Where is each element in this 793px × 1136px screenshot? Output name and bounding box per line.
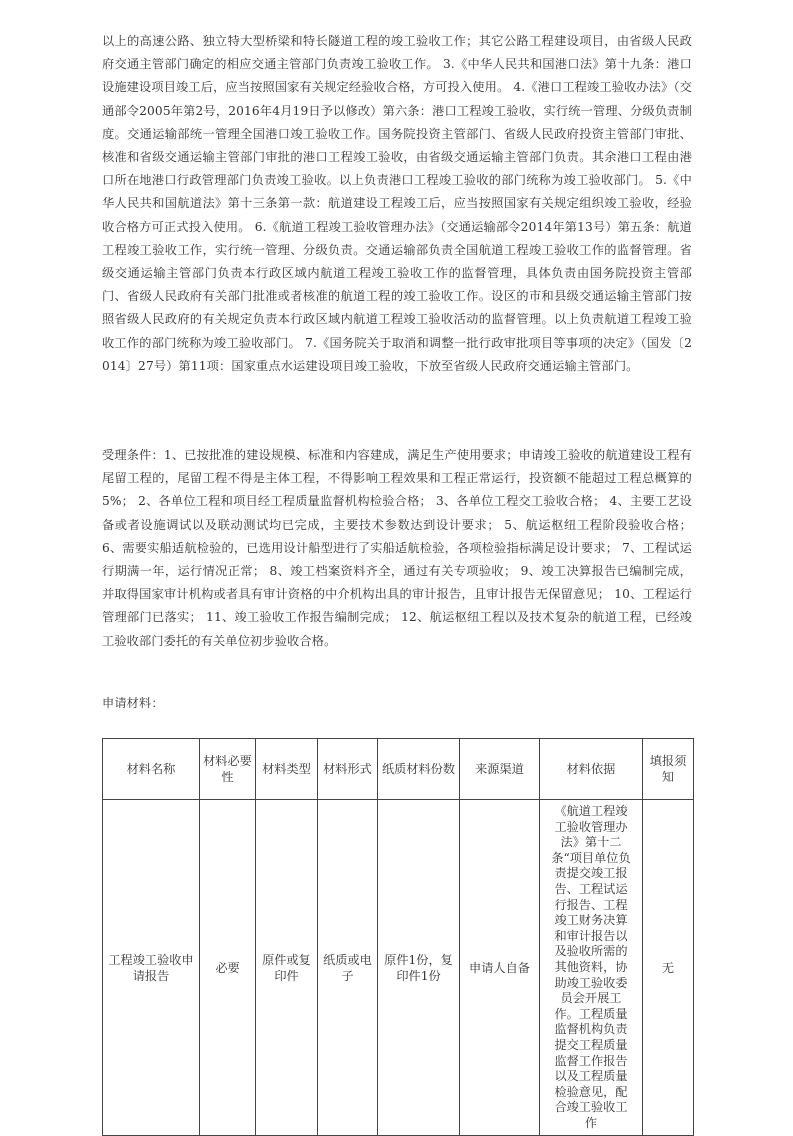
cell-source-channel: 申请人自备 xyxy=(460,800,540,1136)
material-basis-text: 《航道工程竣工验收管理办法》第十二条“项目单位负责提交竣工报告、工程试运行报告、工程竣工财务决算和审计报告以及验收所需的其他资料，协助竣工验收委员会开展工作。工程质量监督机构负责提交工程质量监督工作报告以及工程质量检验意见，配合竣工验收工作 xyxy=(551,804,631,1130)
table-row xyxy=(103,800,694,1136)
header-material-required: 材料必要性 xyxy=(200,739,256,800)
cell-material-required: 必要 xyxy=(200,800,256,1136)
cell-material-form: 纸质或电子 xyxy=(318,800,378,1136)
materials-heading: 申请材料： xyxy=(102,696,164,710)
header-material-basis: 材料依据 xyxy=(540,739,643,800)
cell-filling-notes: 无 xyxy=(643,800,694,1136)
materials-table xyxy=(102,738,694,1136)
acceptance-conditions-paragraph: 受理条件：1、已按批准的建设规模、标准和内容建成，满足生产使用要求；申请竣工验收的航道建设工程有尾留工程的，尾留工程不得是主体工程，不得影响工程效果和工程正常运行，投资额不能超过工程总概算的5%； 2、各单位工程和项目经工程质量监督机构检验合格； 3、各单位工程交工验收合格； 4、主要工艺设备或者设施调试以及联动测试均已完成，主要技术参数达到设计要求； 5、航运枢纽工程阶段验收合格； 6、需要实船适航检验的，已选用设计船型进行了实船适航检验，各项检验指标满足设计要求； 7、工程试运行期满一年，运行情况正常； 8、竣工档案资料齐全，通过有关专项验收； 9、竣工决算报告已编制完成，并取得国家审计机构或者具有审计资格的中介机构出具的审计报告，且审计报告无保留意见； 10、工程运行管理部门已落实； 11、竣工验收工作报告编制完成； 12、航运枢纽工程以及技术复杂的航道工程，已经竣工验收部门委托的有关单位初步验收合格。 xyxy=(102,448,692,648)
header-material-type: 材料类型 xyxy=(256,739,318,800)
header-material-name: 材料名称 xyxy=(103,739,200,800)
legal-basis-paragraph: 以上的高速公路、独立特大型桥梁和特长隧道工程的竣工验收工作；其它公路工程建设项目，由省级人民政府交通主管部门确定的相应交通主管部门负责竣工验收工作。 3.《中华人民共和国港口法》第十九条：港口设施建设项目竣工后，应当按照国家有关规定经验收合格，方可投入使用。 4.《港口工程竣工验收办法》（交通部令2005年第2号，2016年4月19日予以修改）第六条：港口工程竣工验收，实行统一管理、分级负责制度。交通运输部统一管理全国港口竣工验收工作。国务院投资主管部门、省级人民政府投资主管部门审批、核准和省级交通运输主管部门审批的港口工程竣工验收，由省级交通运输主管部门负责。其余港口工程由港口所在地港口行政管理部门负责竣工验收。以上负责港口工程竣工验收的部门统称为竣工验收部门。 5.《中华人民共和国航道法》第十三条第一款：航道建设工程竣工后，应当按照国家有关规定组织竣工验收，经验收合格方可正式投入使用。 6.《航道工程竣工验收管理办法》（交通运输部令2014年第13号）第五条：航道工程竣工验收工作，实行统一管理、分级负责。交通运输部负责全国航道工程竣工验收工作的监督管理。省级交通运输主管部门负责本行政区域内航道工程竣工验收工作的监督管理，具体负责由国务院投资主管部门、省级人民政府有关部门批准或者核准的航道工程的竣工验收工作。设区的市和县级交通运输主管部门按照省级人民政府的有关规定负责本行政区域内航道工程竣工验收活动的监督管理。以上负责航道工程竣工验收工作的部门统称为竣工验收部门。 7.《国务院关于取消和调整一批行政审批项目等事项的决定》（国发〔2014〕27号）第11项：国家重点水运建设项目竣工验收，下放至省级人民政府交通运输主管部门。 xyxy=(102,34,692,373)
cell-material-name: 工程竣工验收申请报告 xyxy=(103,800,200,1136)
header-material-form: 材料形式 xyxy=(318,739,378,800)
cell-material-basis xyxy=(540,800,643,1136)
header-filling-notes: 填报须知 xyxy=(643,739,694,800)
cell-material-type: 原件或复印件 xyxy=(256,800,318,1136)
header-source-channel: 来源渠道 xyxy=(460,739,540,800)
header-paper-copies: 纸质材料份数 xyxy=(378,739,460,800)
table-header-row xyxy=(103,739,694,800)
cell-paper-copies: 原件1份，复印件1份 xyxy=(378,800,460,1136)
